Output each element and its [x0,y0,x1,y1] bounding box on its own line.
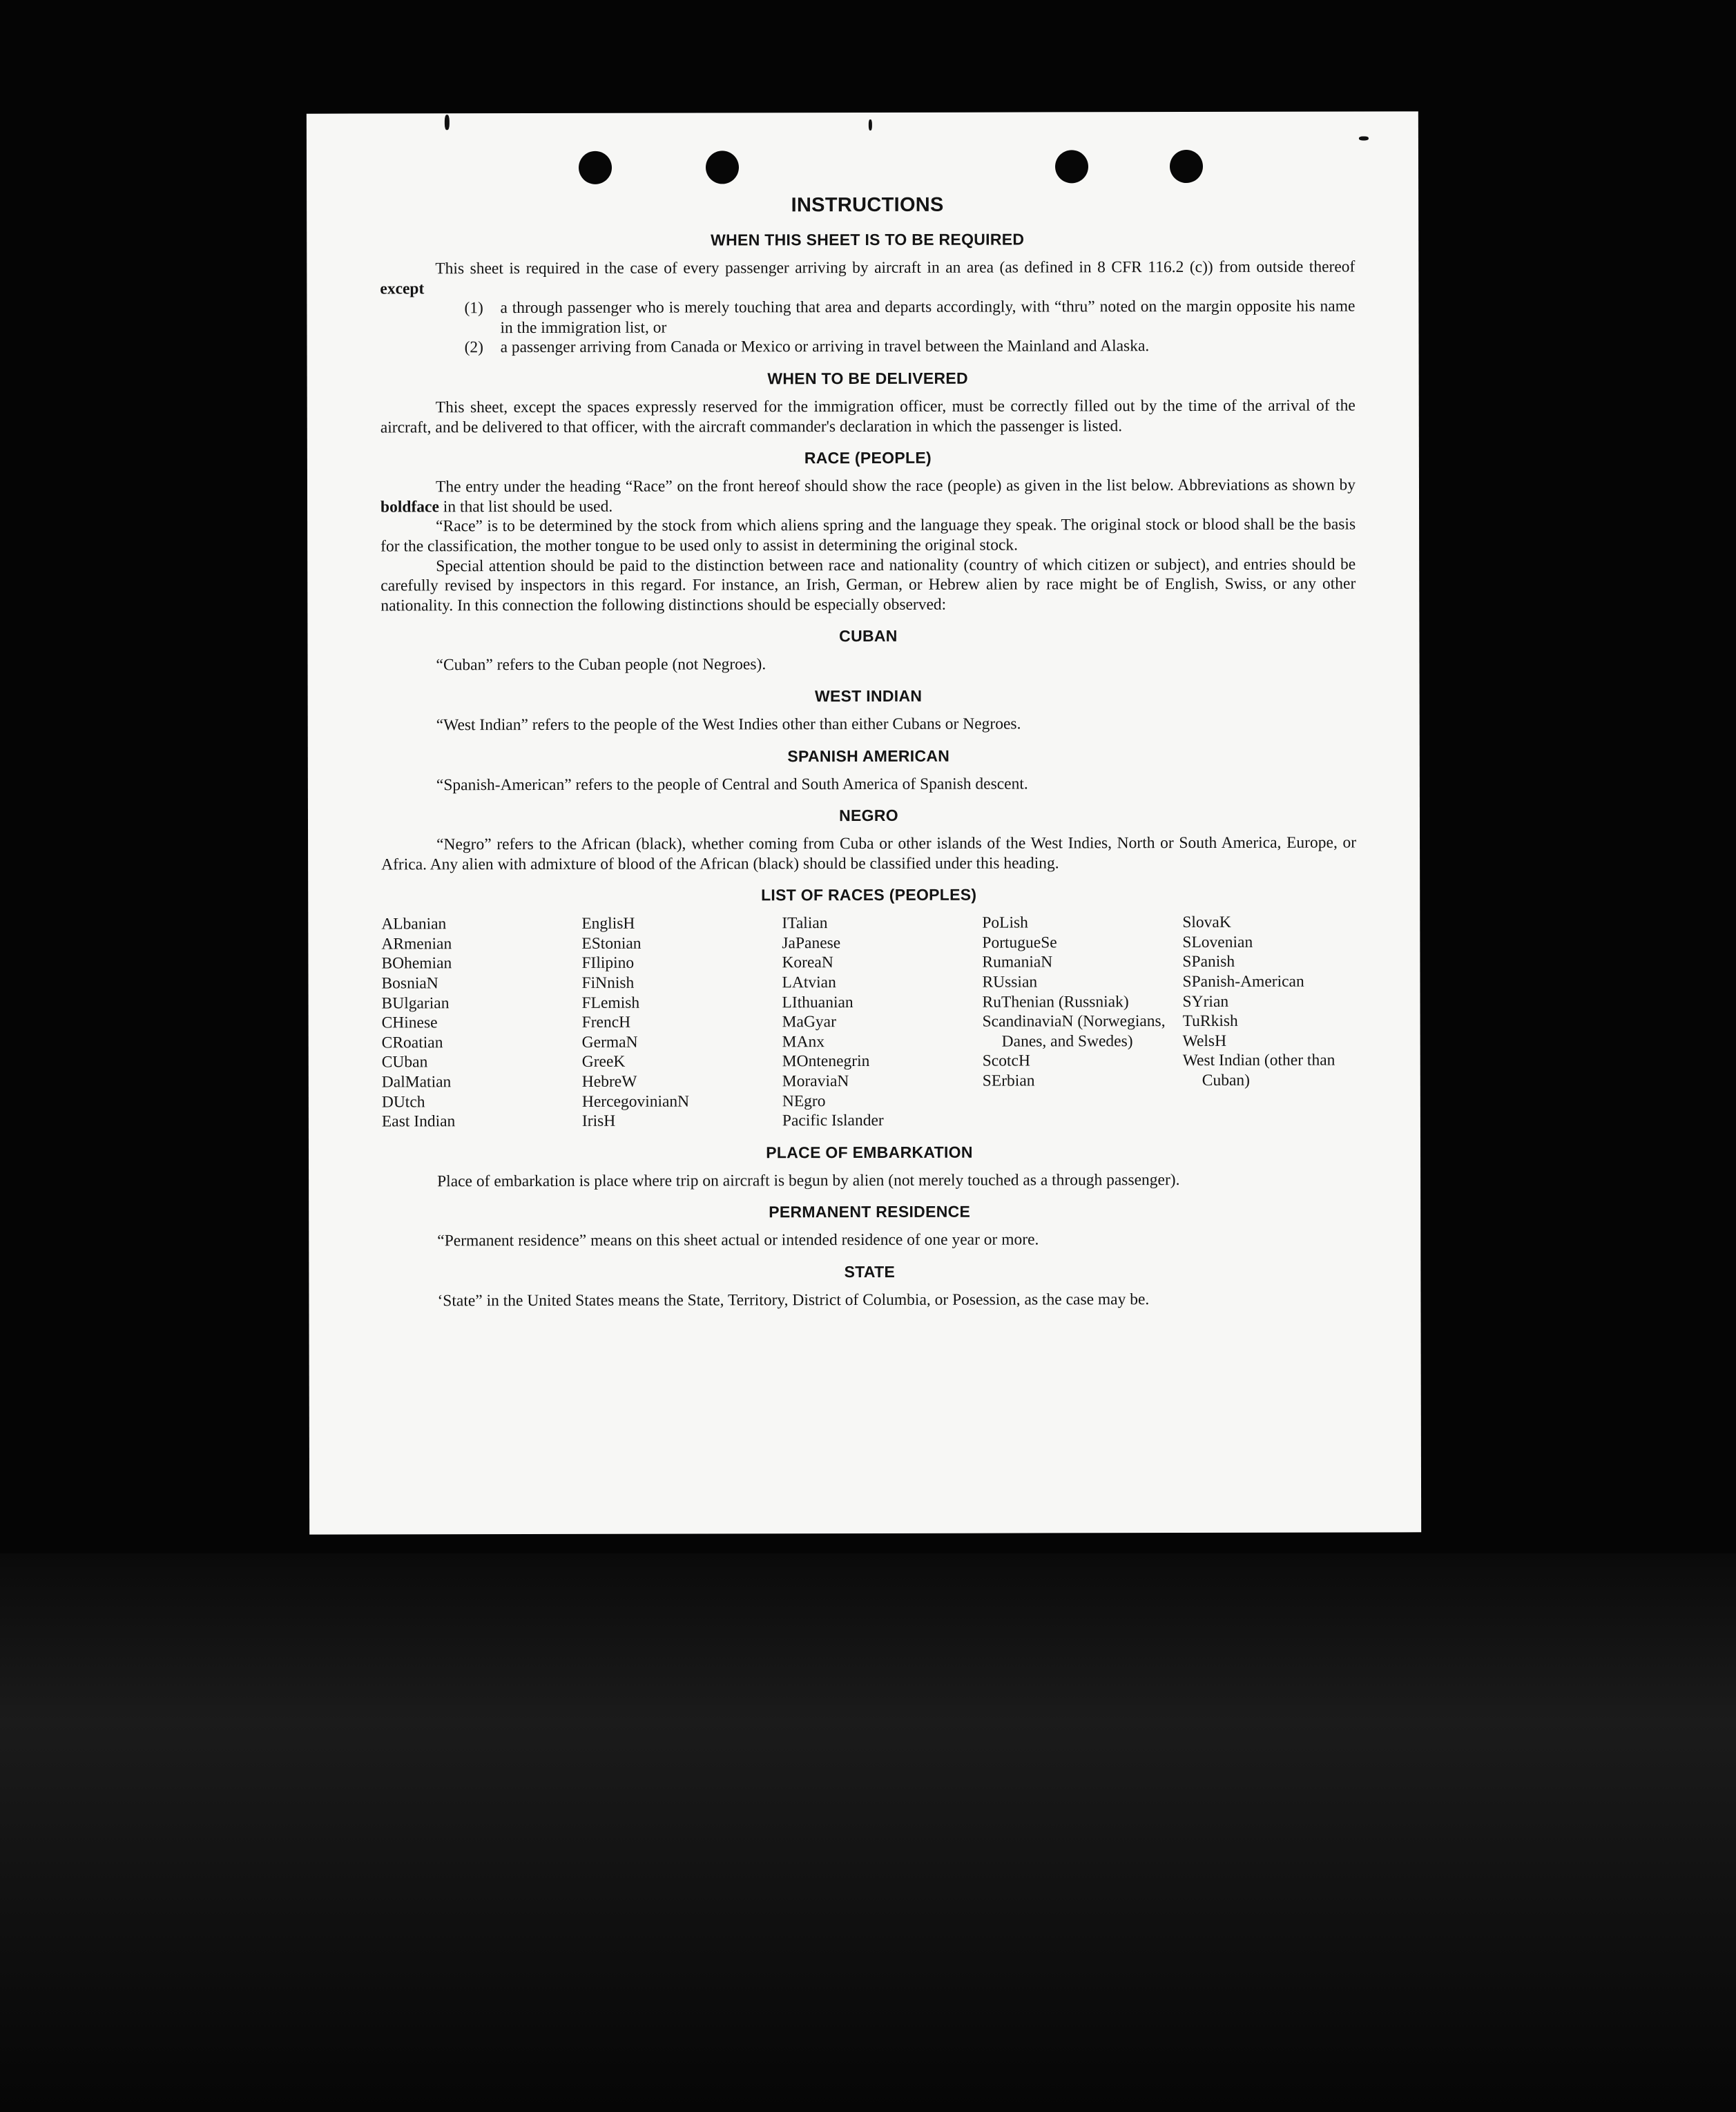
state-heading: STATE [844,1262,896,1281]
race-entry: FIlipino [581,954,635,973]
race-entry: SPanish-American [1182,972,1304,991]
race-column [1182,913,1383,1130]
residence-heading: PERMANENT RESIDENCE [769,1203,971,1221]
cuban-text: “Cuban” refers to the Cuban people (not Negroes). [436,655,766,675]
race-entry: BosniaN [381,974,438,993]
race-paragraph: Special attention should be paid to the distinction between race and nationality (country of which citizen or subject), and entries should be carefully revised by inspectors in this regard. For instance, an Irish, German, or Hebrew alien by race might be of English, Swiss, or any other nationality. In this connection the following distinctions should be especially observed: [380,555,1356,615]
negro-heading: NEGRO [839,806,898,825]
when-delivered-heading: WHEN TO BE DELIVERED [767,369,968,388]
race-entry: BOhemian [381,954,452,973]
race-entry: HebreW [581,1072,637,1091]
race-entry: FiNnish [581,973,635,992]
race-entry: SYrian [1182,992,1229,1011]
scanner-background [0,1553,1736,2112]
race-entry: DalMatian [381,1073,452,1092]
race-entry: ITalian [782,914,828,933]
when-delivered-text: This sheet, except the spaces expressly reserved for the immigration officer, must be correctly filled out by the time of the arrival of the aircraft, and be delivered to that officer, with the aircraft commander's declaration in which the passenger is listed. [380,396,1356,437]
race-entry: GermaN [581,1033,638,1052]
race-entry: West Indian (other than Cuban) [1182,1052,1335,1090]
race-column [982,913,1183,1130]
page-title: INSTRUCTIONS [791,193,944,217]
exception-item: (1) a through passenger who is merely touching that area and departs accordingly, with “thru” noted on the margin opposite his name in the immigration list, or [464,297,1356,337]
race-heading: RACE (PEOPLE) [804,448,932,467]
embarkation-heading: PLACE OF EMBARKATION [766,1143,973,1162]
when-required-intro: This sheet is required in the case of every passenger arriving by aircraft in an area (as defined in 8 CFR 116.2 (c)) from outside thereof except [380,258,1356,298]
race-entry: KoreaN [782,953,833,972]
race-entry: SPanish [1182,953,1235,971]
race-entry: MoraviaN [782,1072,849,1091]
race-entry: FLemish [581,994,640,1012]
race-entry: GreeK [581,1053,626,1072]
instruction-sheet [307,111,1421,1534]
when-required-heading: WHEN THIS SHEET IS TO BE REQUIRED [711,230,1025,249]
race-entry: RumaniaN [982,953,1053,972]
race-entry: HercegovinianN [581,1092,690,1111]
race-entry: EnglisH [581,914,635,933]
race-entry: MAnx [782,1032,825,1052]
negro-text: “Negro” refers to the African (black), whether coming from Cuba or other islands of the West Indies, North or South America, Europe, or Africa. Any alien with admixture of blood of the African (black) should be classified under this heading. [381,833,1357,874]
race-paragraph: “Race” is to be determined by the stock from which aliens spring and the language they speak. The original stock or blood shall be the basis for the classification, the mother tongue to be used only to assist in determining the original stock. [380,515,1356,556]
race-entry: WelsH [1182,1031,1227,1050]
punch-hole [1170,150,1203,183]
exception-item: (2) a passenger arriving from Canada or Mexico or arriving in travel between the Mainland and Alaska. [464,337,1150,357]
race-entry: TuRkish [1182,1012,1238,1031]
race-column [381,914,582,1132]
race-entry: RuThenian (Russniak) [982,992,1129,1011]
west-indian-heading: WEST INDIAN [814,686,923,706]
race-entry: JaPanese [782,933,841,953]
list-of-races-heading: LIST OF RACES (PEOPLES) [761,885,977,904]
spanish-american-text: “Spanish-American” refers to the people of Central and South America of Spanish descent. [436,775,1028,794]
embarkation-text: Place of embarkation is place where trip on aircraft is begun by alien (not merely touched as a through passenger). [437,1170,1180,1191]
race-entry: MaGyar [782,1013,836,1031]
punch-hole [706,151,739,184]
race-entry: ScandinaviaN (Norwegians, Danes, and Swedes) [982,1012,1166,1051]
race-entry: LAtvian [782,973,836,992]
cuban-heading: CUBAN [839,627,898,646]
race-entry: ARmenian [381,935,452,953]
race-entry: BUlgarian [381,994,450,1013]
race-entry: NEgro [782,1092,826,1110]
race-entry: PortugueSe [982,933,1057,952]
race-entry: PoLish [982,913,1028,932]
race-entry: SlovaK [1182,913,1231,932]
race-entry: RUssian [982,973,1038,991]
race-entry: East Indian [381,1112,456,1131]
race-entry: ScotcH [982,1052,1030,1071]
race-entry: SLovenian [1182,933,1253,951]
scan-speck [869,119,872,130]
race-entry: CHinese [381,1014,438,1032]
punch-hole [1055,150,1088,183]
race-entry: FrencH [581,1013,631,1032]
race-column [782,913,983,1131]
residence-text: “Permanent residence” means on this sheet actual or intended residence of one year or more. [437,1230,1039,1250]
race-entry: DUtch [381,1092,425,1112]
race-entry: CUban [381,1053,428,1072]
race-entry: LIthuanian [782,993,853,1011]
race-column [581,914,782,1132]
race-entry: ALbanian [381,915,447,933]
race-list [381,913,1357,1132]
race-entry: Pacific Islander [782,1112,884,1130]
race-entry: IrisH [581,1112,616,1131]
punch-hole [579,151,612,184]
state-text: ‘State” in the United States means the State, Territory, District of Columbia, or Posession, as the case may be. [437,1290,1150,1310]
race-entry: EStonian [581,934,642,953]
scan-speck [445,115,450,130]
west-indian-text: “West Indian” refers to the people of the West Indies other than either Cubans or Negroes. [436,715,1021,735]
scan-speck [1359,136,1369,140]
race-entry: MOntenegrin [782,1052,870,1071]
race-entry: CRoatian [381,1034,443,1052]
race-paragraph: The entry under the heading “Race” on the front hereof should show the race (people) as given in the list below. Abbreviations as shown by boldface in that list should be used. [380,476,1356,516]
race-entry: SErbian [982,1072,1035,1090]
spanish-american-heading: SPANISH AMERICAN [787,746,950,765]
